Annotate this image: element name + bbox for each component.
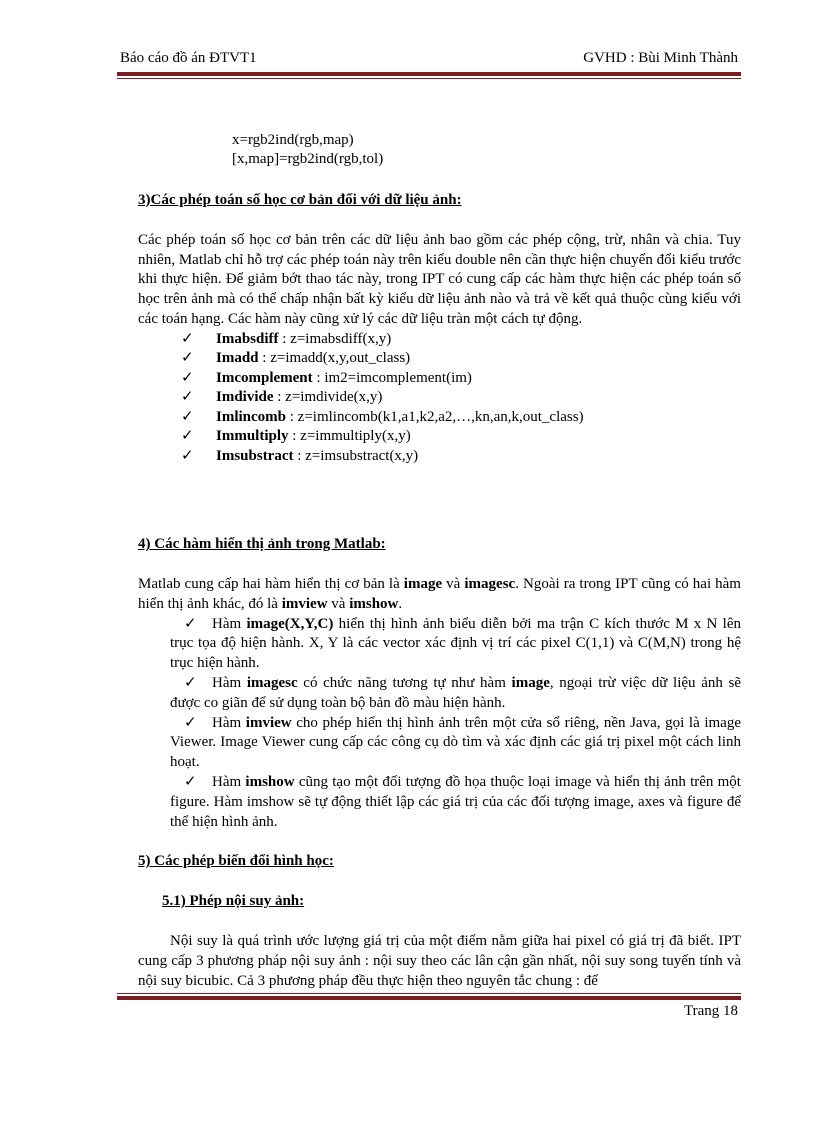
header-left: Báo cáo đồ án ĐTVT1 [120,50,257,66]
section5-paragraph: Nội suy là quá trình ước lượng giá trị của một điểm nằm giữa hai pixel có giá trị đã biết. IPT cung cấp 3 phương pháp nội suy ảnh : nội suy theo các lân cận gần nhất, nội suy song tuyến tính và nội suy bicubic. Cả 3 phương pháp đều thực hiện theo nguyên tắc chung : để [138,933,741,989]
function-desc: : im2=imcomplement(im) [312,369,472,386]
section5-heading: 5) Các phép biến đổi hình học: [138,853,334,870]
check-icon: ✓ [181,428,194,445]
header-rule-thin [117,78,741,79]
code-block [232,131,741,169]
check-icon: ✓ [184,714,197,731]
list-item: ✓ Hàm image(X,Y,C) hiển thị hình ảnh biểu diễn bởi ma trận C kích thước M x N lên trục tọa độ hiện hành. X, Y là các vector xác định vị trí các pixel C(1,1) và C(M,N) trong hệ trục hiện hành. [170,615,741,672]
list-item [138,330,741,350]
header-right: GVHD : Bùi Minh Thành [583,50,738,66]
function-desc: : z=imsubstract(x,y) [293,447,419,464]
check-icon: ✓ [181,330,194,347]
function-name: Imabsdiff [216,330,279,347]
list-item [138,369,741,389]
section4-intro: Matlab cung cấp hai hàm hiển thị cơ bản là image và imagesc. Ngoài ra trong IPT cũng có hai hàm hiển thị ảnh khác, đó là imview và imshow. [138,576,741,612]
code-line: [x,map]=rgb2ind(rgb,tol) [232,151,384,167]
list-item [138,447,741,467]
page-body [138,131,741,991]
function-desc: : z=imadd(x,y,out_class) [258,350,411,367]
function-desc: : z=imabsdiff(x,y) [278,330,392,347]
list-item [138,388,741,408]
list-item: ✓ Hàm imview cho phép hiển thị hình ảnh trên một cửa sổ riêng, nền Java, gọi là image Viewer. Image Viewer cung cấp các công cụ dò tìm và xác định các giá trị pixel một cách linh hoạt. [170,714,741,771]
section4-heading: 4) Các hàm hiển thị ảnh trong Matlab: [138,536,386,553]
check-icon: ✓ [184,675,197,692]
code-line: x=rgb2ind(rgb,map) [232,132,354,148]
function-name: Imdivide [216,389,274,406]
check-icon: ✓ [181,408,194,425]
check-icon: ✓ [181,350,194,367]
check-icon: ✓ [181,389,194,406]
function-name: Imadd [216,350,259,367]
footer-rule-thin [117,993,741,994]
function-desc: : z=imdivide(x,y) [273,389,383,406]
section5-1-heading: 5.1) Phép nội suy ảnh: [162,893,305,910]
function-name: Immultiply [216,428,289,445]
list-item: ✓ Hàm imagesc có chức năng tương tự như hàm image, ngoại trừ việc dữ liệu ảnh sẽ được co giãn để sử dụng toàn bộ bản đồ màu hiện hành. [170,675,741,711]
list-item [138,349,741,369]
page-number: Trang 18 [683,1003,738,1019]
header-rule [117,72,741,76]
display-function-list [170,615,741,833]
function-name: Imsubstract [216,447,294,464]
check-icon: ✓ [181,447,194,464]
section3-paragraph: Các phép toán số học cơ bản trên các dữ liệu ảnh bao gồm các phép cộng, trừ, nhân và chia. Tuy nhiên, Matlab chỉ hỗ trợ các phép toán này trên kiểu double nên cần thực hiện chuyển đổi kiểu trước khi thực hiện. Để giảm bớt thao tác này, trong IPT có cung cấp các hàm thực hiện các phép toán số học trên ảnh mà có thể chấp nhận bất kỳ kiểu dữ liệu ảnh nào và trả về kết quả thuộc cùng kiểu với các toán hạng. Các hàm này cũng xử lý các dữ liệu tràn một cách tự động. [138,231,741,327]
footer-rule [117,996,741,1000]
function-desc: : z=imlincomb(k1,a1,k2,a2,…,kn,an,k,out_class) [286,408,584,425]
list-item: ✓ Hàm imshow cũng tạo một đối tượng đồ họa thuộc loại image và hiển thị ảnh trên một figure. Hàm imshow sẽ tự động thiết lập các giá trị của các đối tượng image, axes và figure để thể hiện hình ảnh. [170,774,741,830]
function-desc: : z=immultiply(x,y) [288,428,411,445]
check-icon: ✓ [184,774,197,791]
check-icon: ✓ [181,369,194,386]
check-icon: ✓ [184,615,197,632]
function-list [138,330,741,467]
list-item [138,408,741,428]
function-name: Imlincomb [216,408,287,425]
list-item [138,427,741,447]
function-name: Imcomplement [216,369,313,386]
section3-heading: 3)Các phép toán số học cơ bản đối với dữ liệu ảnh: [138,192,462,208]
